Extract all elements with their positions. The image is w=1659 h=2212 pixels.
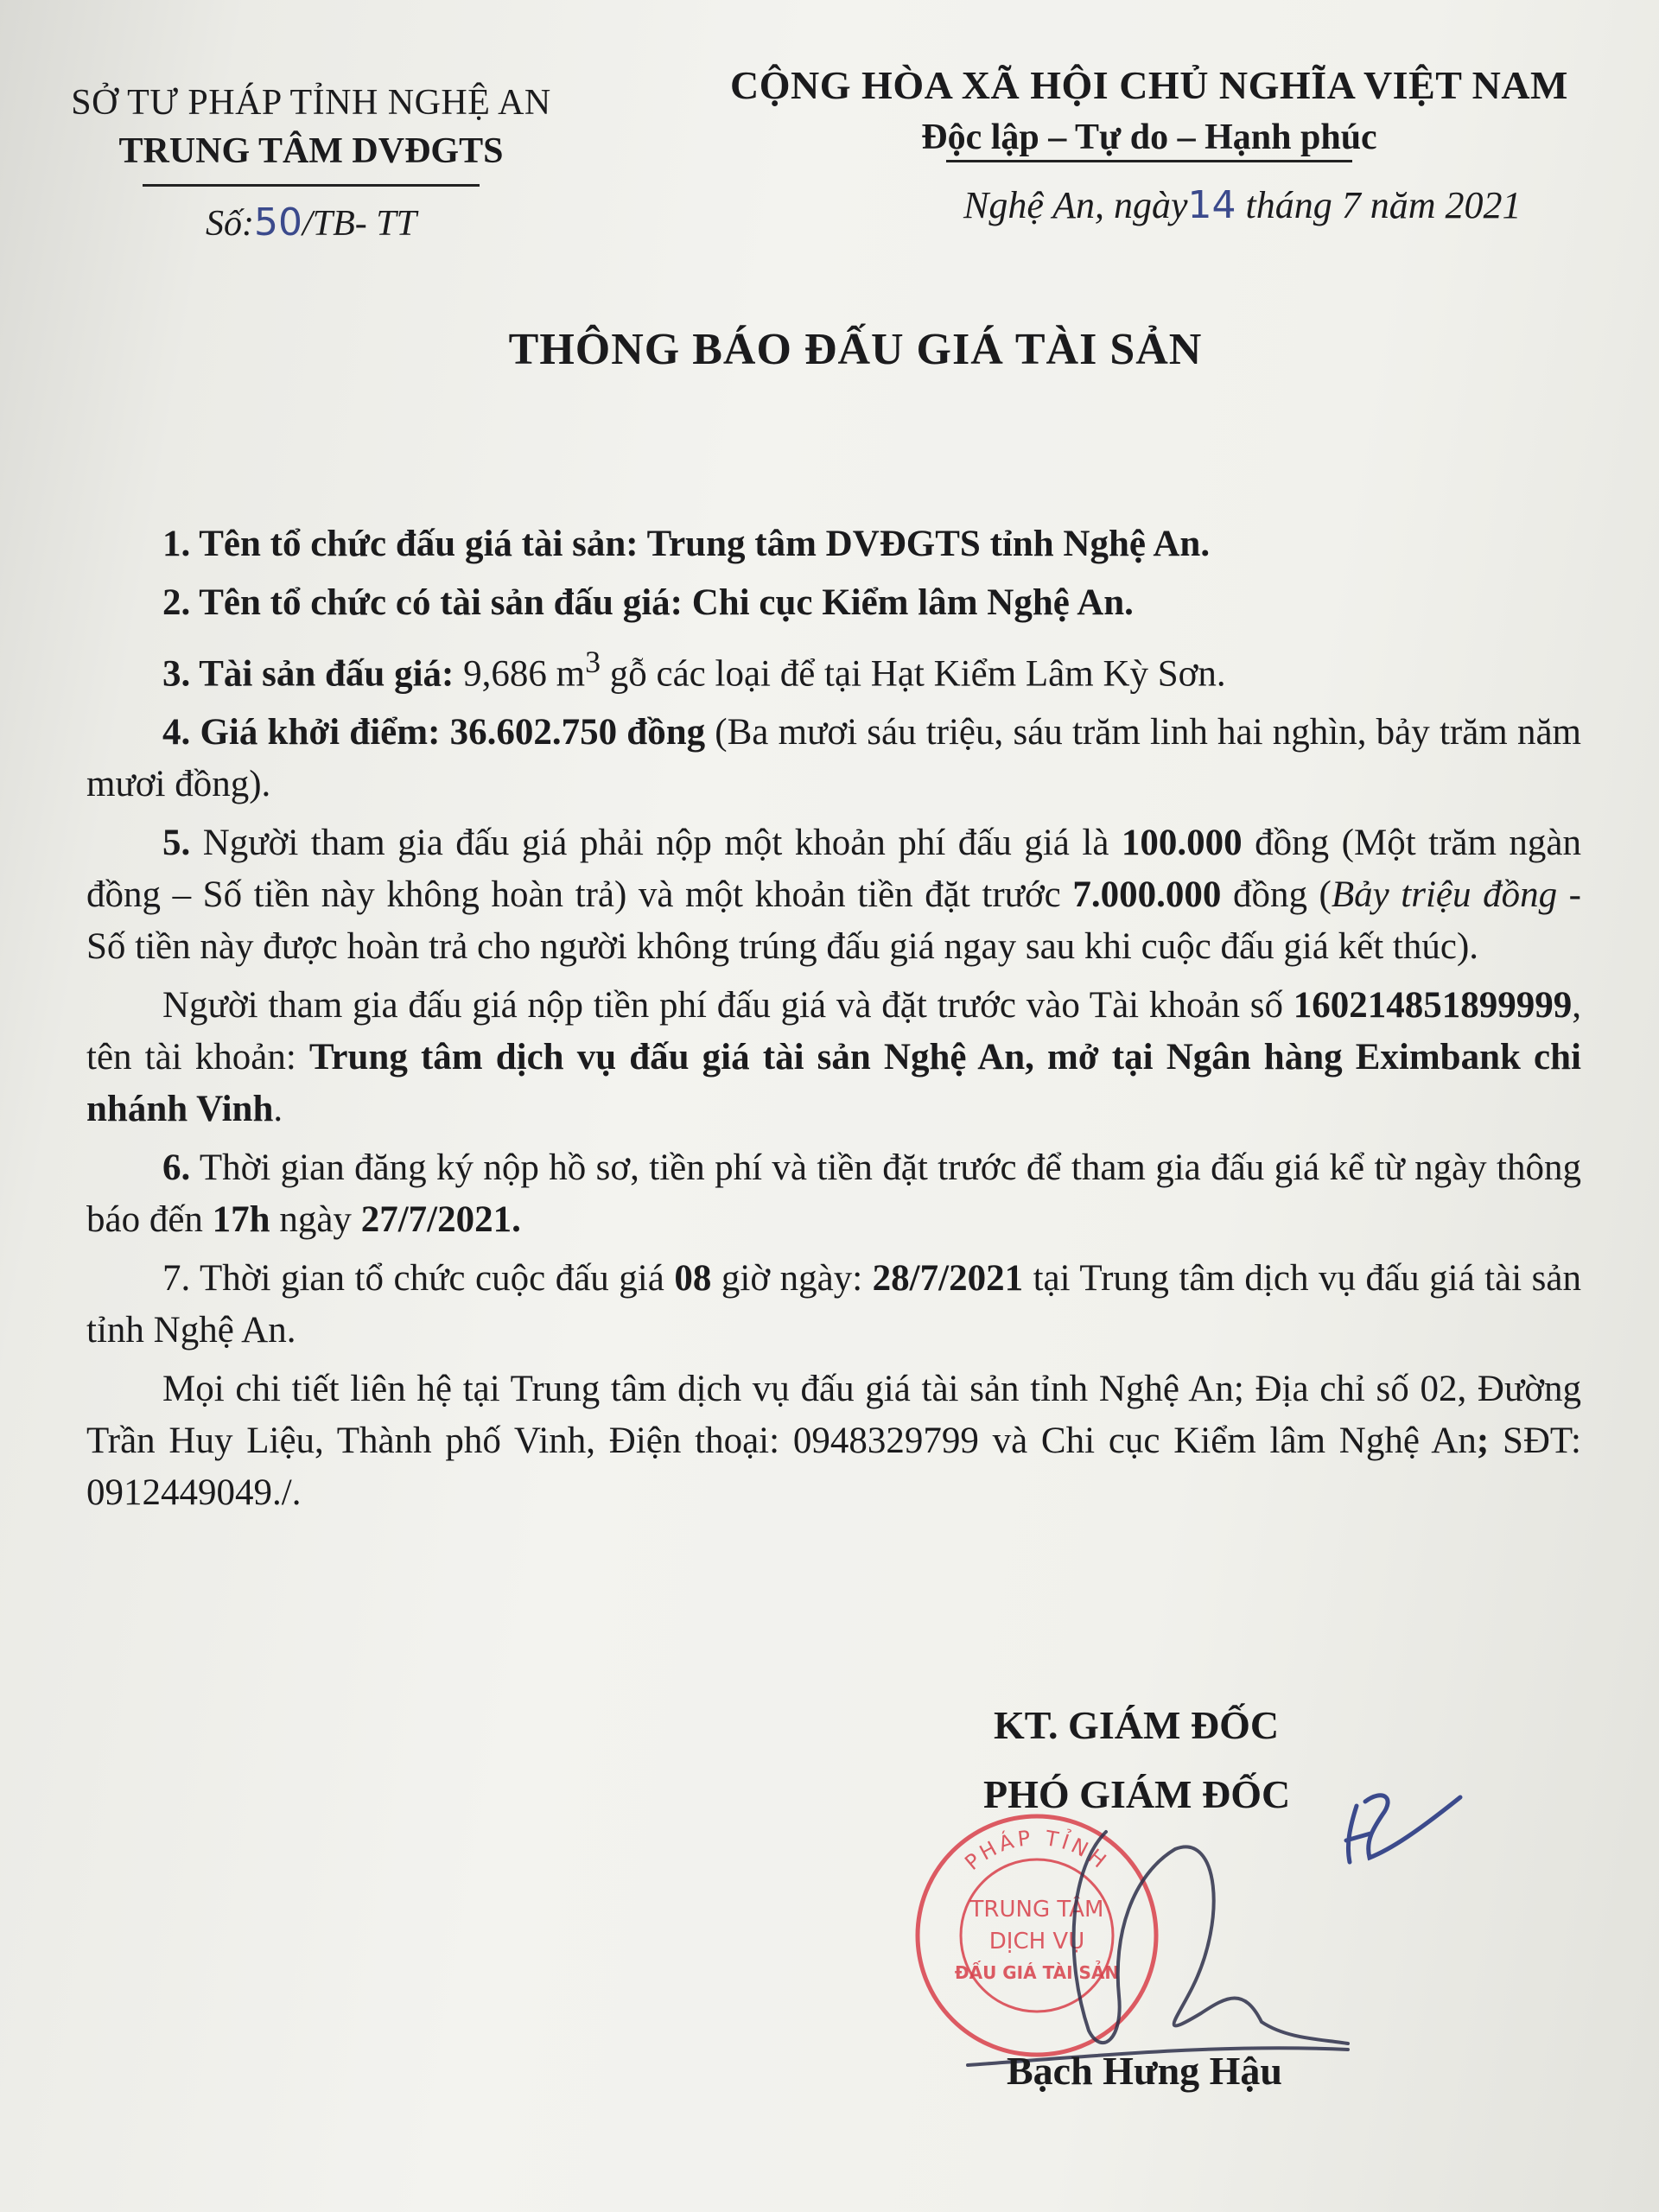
contact-text-2: SĐT: 0912449049./.: [86, 1421, 1582, 1514]
national-header-block: [657, 62, 1642, 162]
item-5-number: 5.: [162, 823, 191, 864]
date-prefix: Nghệ An, ngày: [963, 184, 1188, 226]
item-3-label: 3. Tài sản đấu giá:: [162, 653, 454, 695]
document-number: [52, 200, 570, 245]
item-2: 2. Tên tổ chức có tài sản đấu giá: Chi cục Kiểm lâm Nghệ An.: [162, 582, 1134, 623]
stamp-line-1: TRUNG TÂM: [969, 1897, 1104, 1923]
issue-date: [963, 183, 1522, 227]
item-6-number: 6.: [162, 1147, 191, 1189]
item-5-text-3: đồng (: [1221, 874, 1332, 916]
stamp-line-2: DỊCH VỤ: [988, 1929, 1085, 1955]
item-3-unit-exponent: 3: [585, 645, 601, 679]
document-title: THÔNG BÁO ĐẤU GIÁ TÀI SẢN: [508, 325, 1203, 374]
item-6-text-2: ngày: [270, 1199, 361, 1241]
account-number: 160214851899999: [1293, 985, 1573, 1027]
number-suffix: /TB- TT: [302, 204, 416, 244]
item-7-date: 28/7/2021: [872, 1258, 1024, 1300]
agency-parent: SỞ TƯ PHÁP TỈNH NGHỆ AN: [71, 83, 551, 123]
account-text-3: .: [273, 1089, 283, 1130]
issuing-agency-block: [52, 82, 570, 245]
item-1: 1. Tên tổ chức đấu giá tài sản: Trung tâm DVĐGTS tỉnh Nghệ An.: [162, 524, 1211, 564]
item-3: [86, 636, 1581, 700]
item-7-hour: 08: [674, 1258, 712, 1300]
contact-paragraph: [86, 1363, 1581, 1519]
contact-separator: ;: [1476, 1421, 1490, 1462]
item-4-label: 4. Giá khởi điểm: 36.602.750 đồng: [162, 712, 706, 753]
item-7: [86, 1253, 1581, 1357]
number-handwritten: 50: [254, 200, 303, 245]
item-5-text-4: - Số tiền này được hoàn trả cho người không trúng đấu giá ngay sau khi cuộc đấu giá kết thúc).: [86, 874, 1581, 968]
number-prefix: Số:: [206, 204, 255, 244]
item-5: [86, 817, 1581, 973]
agency-name: TRUNG TÂM DVĐGTS: [118, 131, 504, 171]
item-5-deposit-words: Bảy triệu đồng: [1331, 874, 1558, 916]
item-6-time: 17h: [212, 1199, 270, 1241]
contact-text-1: Mọi chi tiết liên hệ tại Trung tâm dịch vụ đấu giá tài sản tỉnh Nghệ An; Địa chỉ số 02, Đường Trần Huy Liệu, Thành phố Vinh, Điện thoại: 0948329799 và Chi cục Kiểm lâm Nghệ An: [86, 1369, 1581, 1462]
item-5-text-2: đồng (Một trăm ngàn đồng – Số tiền này không hoàn trả) và một khoản tiền đặt trước: [86, 823, 1582, 916]
account-paragraph: [86, 980, 1581, 1135]
account-text-2: , tên tài khoản:: [86, 985, 1581, 1078]
stamp-arc-text: PHÁP TỈNH: [960, 1825, 1114, 1876]
date-day-handwritten: 14: [1187, 183, 1236, 227]
national-motto: Độc lập – Tự do – Hạnh phúc: [921, 118, 1377, 157]
item-3-description: gỗ các loại để tại Hạt Kiểm Lâm Kỳ Sơn.: [600, 653, 1226, 695]
item-4-words: (Ba mươi sáu triệu, sáu trăm linh hai nghìn, bảy trăm năm mươi đồng).: [86, 712, 1581, 805]
item-7-text-1: 7. Thời gian tổ chức cuộc đấu giá: [162, 1258, 675, 1300]
signature-title-2: PHÓ GIÁM ĐỐC: [983, 1772, 1291, 1816]
stamp-line-3: ĐẤU GIÁ TÀI SẢN: [954, 1962, 1120, 1983]
nation-name: CỘNG HÒA XÃ HỘI CHỦ NGHĨA VIỆT NAM: [730, 63, 1568, 107]
item-3-quantity: 9,686 m: [454, 653, 586, 695]
motto-underline: [946, 160, 1352, 162]
item-6-text-1: Thời gian đăng ký nộp hồ sơ, tiền phí và tiền đặt trước để tham gia đấu giá kể từ ngày thông báo đến: [86, 1147, 1581, 1241]
agency-divider: [143, 184, 480, 187]
item-4: [86, 707, 1581, 810]
item-7-text-3: tại Trung tâm dịch vụ đấu giá tài sản tỉnh Nghệ An.: [86, 1258, 1582, 1351]
document-body: [86, 518, 1581, 1526]
item-7-text-2: giờ ngày:: [711, 1258, 873, 1300]
item-5-deposit: 7.000.000: [1072, 874, 1222, 916]
handwritten-signature-icon: [916, 1780, 1365, 2091]
item-6-date: 27/7/2021.: [360, 1199, 521, 1241]
item-5-text-1: Người tham gia đấu giá phải nộp một khoản phí đấu giá là: [190, 823, 1122, 864]
account-name: Trung tâm dịch vụ đấu giá tài sản Nghệ An, mở tại Ngân hàng Eximbank chi nhánh Vinh: [86, 1037, 1581, 1130]
item-5-fee: 100.000: [1121, 823, 1243, 864]
account-text-1: Người tham gia đấu giá nộp tiền phí đấu giá và đặt trước vào Tài khoản số: [162, 985, 1294, 1027]
item-6: [86, 1142, 1581, 1246]
date-suffix: tháng 7 năm 2021: [1236, 184, 1522, 226]
signer-name: Bạch Hưng Hậu: [1007, 2049, 1283, 2093]
signature-title-1: KT. GIÁM ĐỐC: [994, 1703, 1280, 1747]
